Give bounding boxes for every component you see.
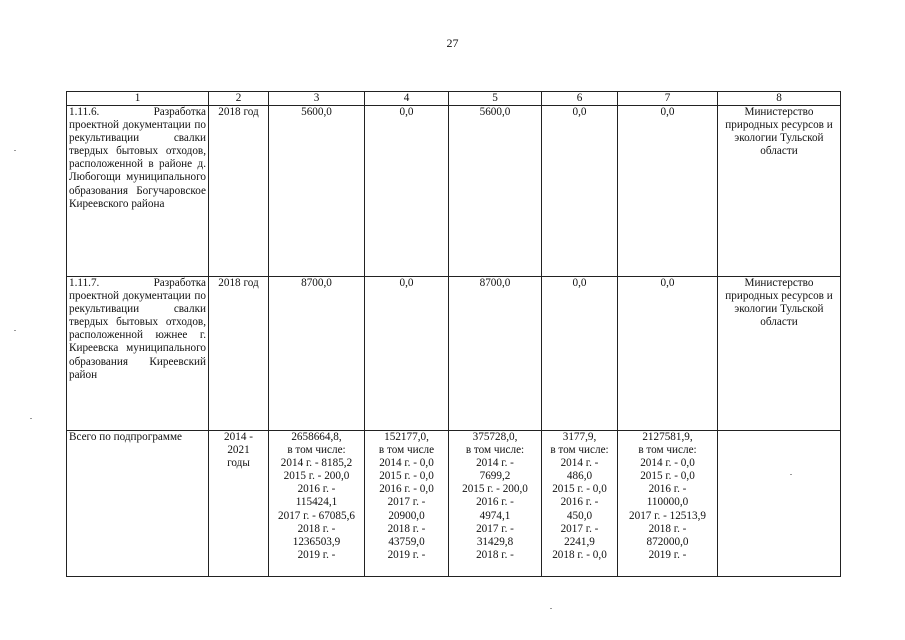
measure-name-cell: 1.11.7. Разработка проектной документации по рекультивации свалки твердых бытовых отходов, расположенной южнее г. Киреевска муниципального образования Киреевский район (67, 277, 209, 431)
column-header: 8 (718, 92, 841, 106)
column-header: 1 (67, 92, 209, 106)
table-total-row (67, 431, 841, 577)
program-table (66, 91, 841, 577)
period-cell: 2018 год (209, 277, 269, 431)
period-cell: 2018 год (209, 106, 269, 277)
scan-speck (550, 608, 552, 609)
scan-speck (14, 330, 16, 331)
amount-cell: 0,0 (542, 277, 618, 431)
scan-speck (30, 418, 32, 419)
scan-speck (14, 150, 16, 151)
table-row (67, 277, 841, 431)
total-amount-cell: 2658664,8, в том числе: 2014 г. - 8185,2 2015 г. - 200,0 2016 г. - 115424,1 2017 г. - 67085,6 2018 г. - 1236503,9 2019 г. - (269, 431, 365, 577)
measure-name-cell: 1.11.6. Разработка проектной документации по рекультивации свалки твердых бытовых отходов, расположенной в районе д. Любогощи муниципального образования Богучаровское Киреевского района (67, 106, 209, 277)
executor-cell: Министерство природных ресурсов и экологии Тульской области (718, 106, 841, 277)
amount-cell: 5600,0 (269, 106, 365, 277)
amount-cell: 0,0 (618, 277, 718, 431)
amount-cell: 8700,0 (449, 277, 542, 431)
amount-cell: 0,0 (365, 106, 449, 277)
column-header: 2 (209, 92, 269, 106)
column-header: 4 (365, 92, 449, 106)
period-cell: 2014 - 2021 годы (209, 431, 269, 577)
amount-cell: 0,0 (542, 106, 618, 277)
total-amount-cell: 3177,9, в том числе: 2014 г. - 486,0 2015 г. - 0,0 2016 г. - 450,0 2017 г. - 2241,9 2018 г. - 0,0 (542, 431, 618, 577)
executor-cell: Министерство природных ресурсов и экологии Тульской области (718, 277, 841, 431)
column-header: 7 (618, 92, 718, 106)
column-header: 3 (269, 92, 365, 106)
total-amount-cell: 152177,0, в том числе 2014 г. - 0,0 2015 г. - 0,0 2016 г. - 0,0 2017 г. - 20900,0 2018 г. - 43759,0 2019 г. - (365, 431, 449, 577)
amount-cell: 0,0 (618, 106, 718, 277)
executor-cell (718, 431, 841, 577)
column-header: 6 (542, 92, 618, 106)
column-header: 5 (449, 92, 542, 106)
table-row (67, 106, 841, 277)
amount-cell: 5600,0 (449, 106, 542, 277)
total-label-cell: Всего по подпрограмме (67, 431, 209, 577)
total-amount-cell: 375728,0, в том числе: 2014 г. - 7699,2 2015 г. - 200,0 2016 г. - 4974,1 2017 г. - 31429,8 2018 г. - (449, 431, 542, 577)
amount-cell: 0,0 (365, 277, 449, 431)
amount-cell: 8700,0 (269, 277, 365, 431)
scan-speck (790, 474, 792, 475)
total-amount-cell: 2127581,9, в том числе: 2014 г. - 0,0 2015 г. - 0,0 2016 г. - 110000,0 2017 г. - 12513,9 2018 г. - 872000,0 2019 г. - (618, 431, 718, 577)
table-header-row (67, 92, 841, 106)
page-number: 27 (446, 36, 459, 50)
